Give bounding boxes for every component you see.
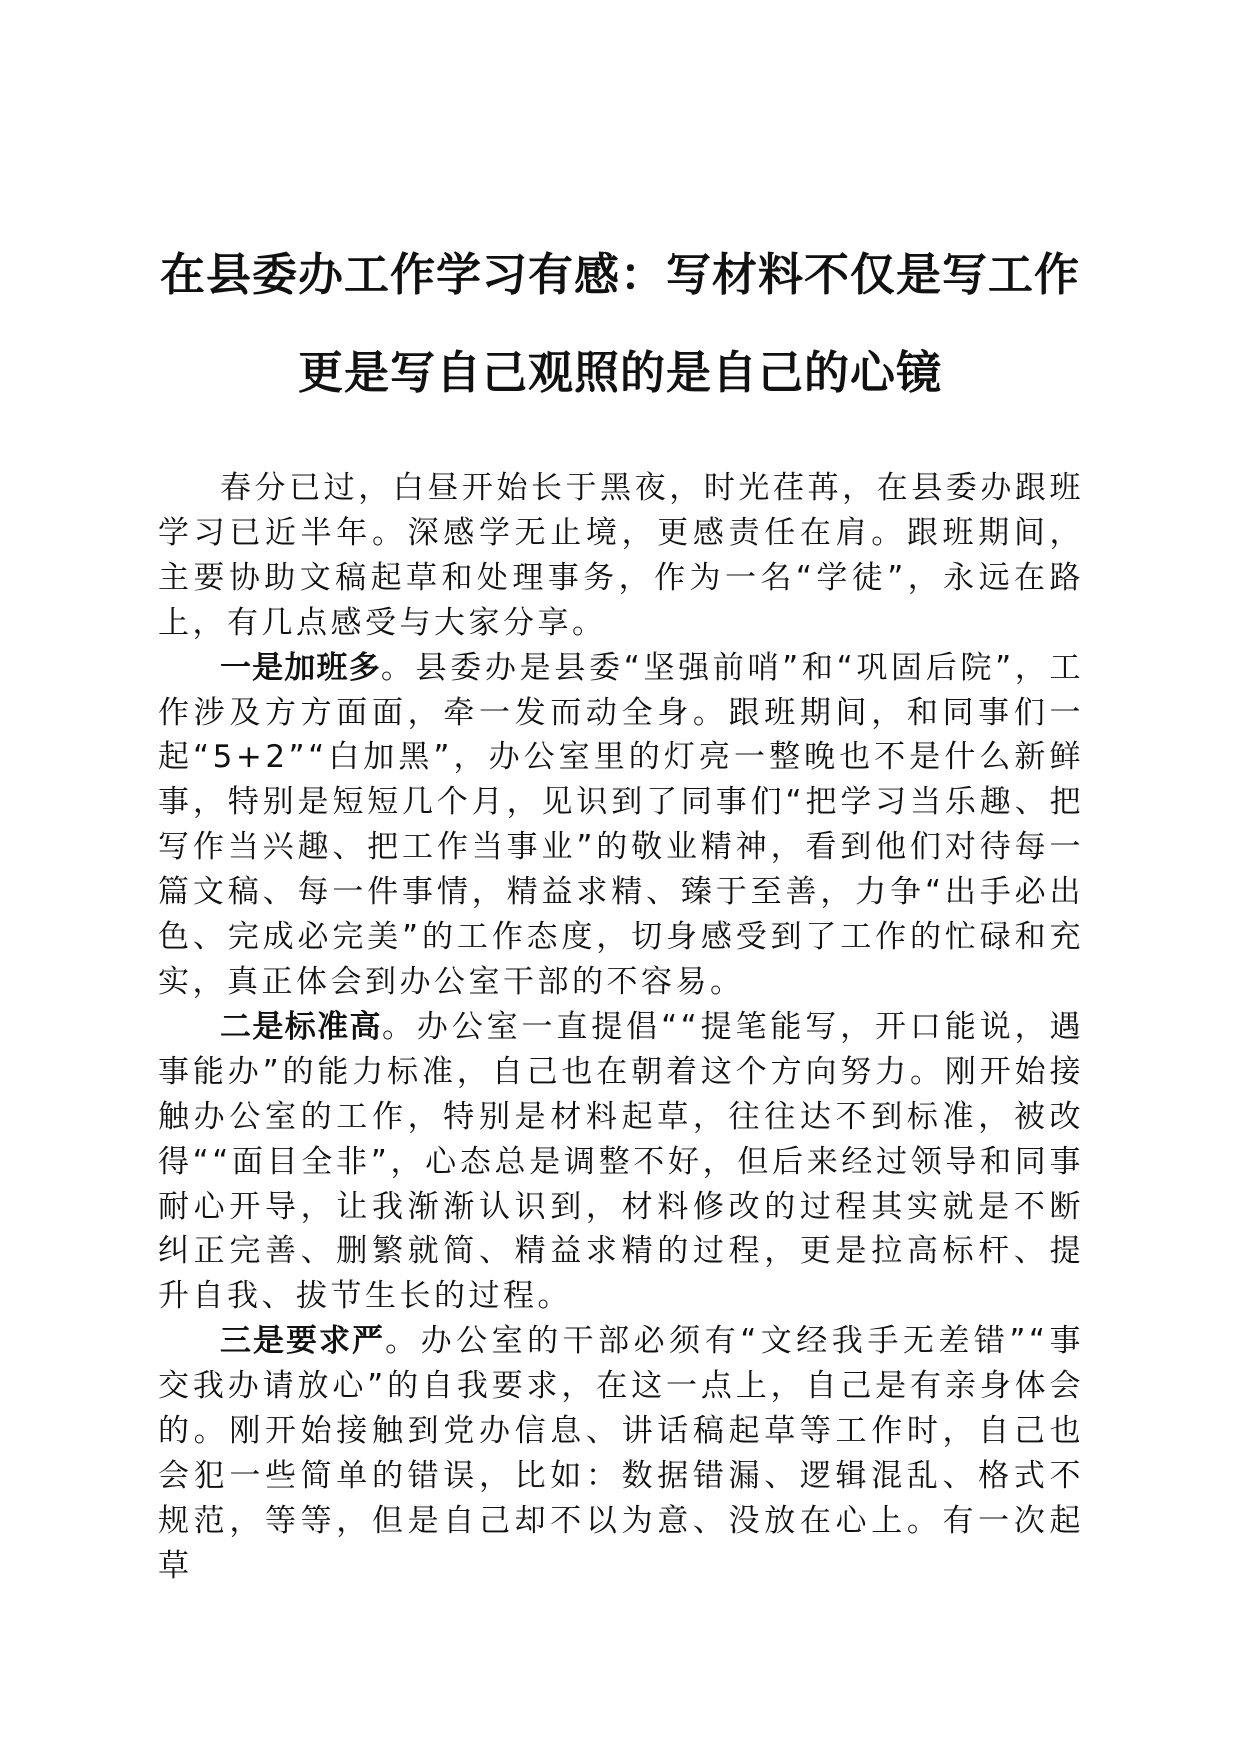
paragraph-lead: 一是加班多 [220, 649, 381, 686]
paragraph-lead: 二是标准高 [220, 1008, 382, 1045]
paragraph-text: 。办公室一直提倡““提笔能写，开口能说，遇事能办”的能力标准，自己也在朝着这个方向努力。刚开始接触办公室的工作，特别是材料起草，往往达不到标准，被改得““面目全非”，心态总是调整不好，但后来经过领导和同事耐心开导，让我渐渐认识到，材料修改的过程其实就是不断纠正完善、删繁就简、精益求精的过程，更是拉高标杆、提升自我、拔节生长的过程。 [158, 1008, 1084, 1315]
paragraph-text: 。办公室的干部必须有“文经我手无差错”“事交我办请放心”的自我要求，在这一点上，自己是有亲身体会的。刚开始接触到党办信息、讲话稿起草等工作时，自己也会犯一些简单的错误，比如：数据错漏、逻辑混乱、格式不规范，等等，但是自己却不以为意、没放在心上。有一次起草 [158, 1323, 1085, 1584]
paragraph-lead: 三是要求严 [220, 1323, 386, 1360]
paragraph-point-2 [158, 1005, 1084, 1319]
paragraph-point-3 [158, 1319, 1084, 1588]
title-line-1: 在县委办工作学习有感：写材料不仅是写工作 [159, 248, 1080, 301]
paragraph-text: 。县委办是县委“坚强前哨”和“巩固后院”，工作涉及方方面面，牵一发而动全身。跟班期间，和同事们一起“5+2”“白加黑”，办公室里的灯亮一整晚也不是什么新鲜事，特别是短短几个月，见识到了同事们“把学习当乐趣、把写作当兴趣、把工作当事业”的敬业精神，看到他们对待每一篇文稿、每一件事情，精益求精、臻于至善，力争“出手必出色、完成必完美”的工作态度，切身感受到了工作的忙碌和充实，真正体会到办公室干部的不容易。 [158, 649, 1084, 1000]
document-body [158, 466, 1084, 1589]
document-title [140, 226, 1100, 422]
title-line-2: 更是写自己观照的是自己的心镜 [297, 346, 942, 399]
paragraph-text: 春分已过，白昼开始长于黑夜，时光荏苒，在县委办跟班学习已近半年。深感学无止境，更感责任在肩。跟班期间，主要协助文稿起草和处理事务，作为一名“学徒”，永远在路上，有几点感受与大家分享。 [158, 470, 1084, 641]
paragraph-point-1 [158, 646, 1084, 1005]
paragraph-intro [158, 466, 1084, 646]
